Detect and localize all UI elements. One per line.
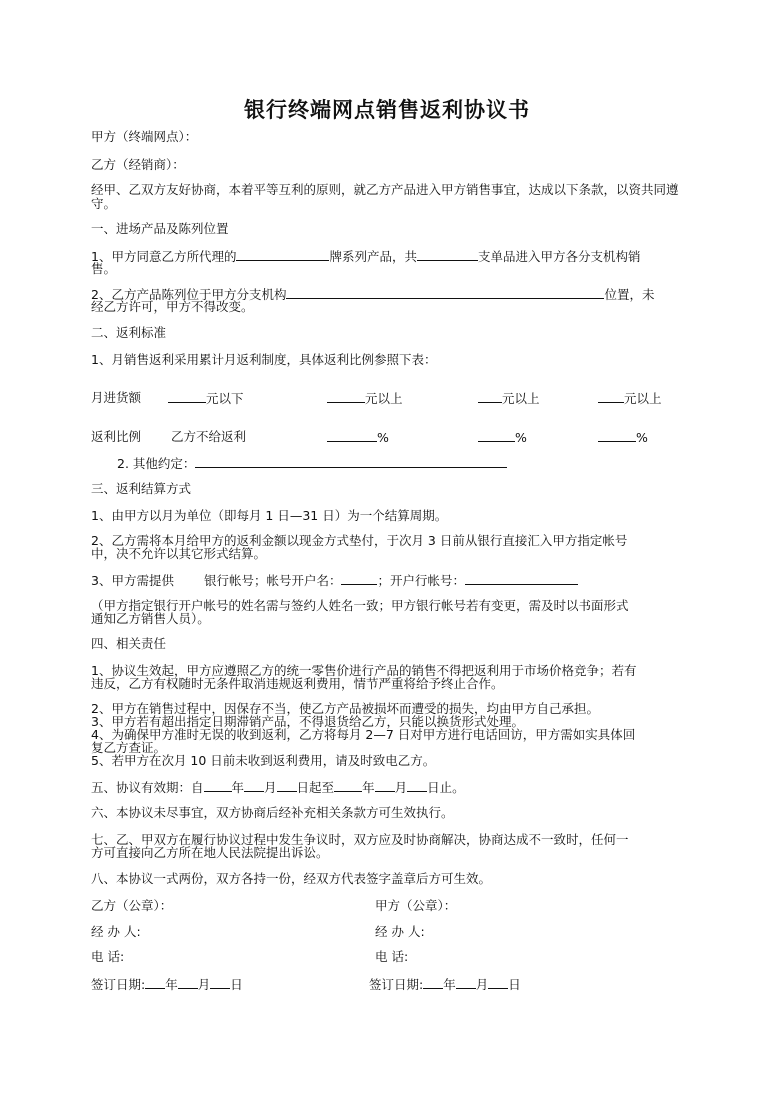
blank-line bbox=[327, 430, 377, 442]
item-text: 日 bbox=[230, 977, 243, 992]
tier-2-ratio bbox=[327, 430, 389, 445]
blank-line bbox=[598, 391, 624, 403]
item-text: 位置，未 bbox=[604, 287, 655, 302]
item-text: 年 bbox=[443, 977, 456, 992]
percent-sign: % bbox=[377, 430, 389, 445]
section-3-item-2-cont: 中，决不允许以其它形式结算。 bbox=[91, 546, 267, 561]
blank-line bbox=[478, 391, 502, 403]
blank-line bbox=[456, 977, 476, 989]
section-4-item-1: 1、协议生效起，甲方应遵照乙方的统一零售价进行产品的销售不得把返利用于市场价格竞争；若有 bbox=[91, 663, 637, 678]
section-3-item-3 bbox=[91, 573, 578, 588]
item-text: 月 bbox=[475, 977, 489, 992]
party-b-seal: 乙方（公章）： bbox=[91, 898, 173, 913]
party-b-line: 乙方（经销商）： bbox=[91, 157, 185, 172]
blank-line bbox=[168, 391, 206, 403]
item-text: 日 bbox=[508, 977, 521, 992]
item-text: 日止。 bbox=[427, 780, 465, 795]
item-text: 银行帐号；帐号开户名： bbox=[203, 573, 342, 588]
section-4-item-4: 4、为确保甲方准时无误的收到返利，乙方将每月 2—7 日对甲方进行电话回访，甲方需如实具体回 bbox=[91, 727, 636, 742]
item-text: 3、甲方需提供 bbox=[91, 573, 174, 588]
section-4-item-5: 5、若甲方在次月 10 日前未收到返利费用，请及时致电乙方。 bbox=[91, 753, 436, 768]
section-1-item-1-cont: 售。 bbox=[91, 261, 117, 276]
section-6: 六、本协议未尽事宜，双方协商后经补充相关条款方可生效执行。 bbox=[91, 805, 454, 820]
item-text: 年 bbox=[362, 780, 375, 795]
blank-line bbox=[178, 977, 198, 989]
blank-line bbox=[244, 780, 264, 792]
section-2-heading: 二、返利标准 bbox=[91, 325, 167, 340]
document-title: 银行终端网点销售返利协议书 bbox=[244, 97, 530, 122]
section-3-item-1: 1、由甲方以月为单位（即每月 1 日—31 日）为一个结算周期。 bbox=[91, 508, 448, 523]
item-text: ；开户行帐号： bbox=[377, 573, 465, 588]
blank-line bbox=[334, 780, 362, 792]
section-3-heading: 三、返利结算方式 bbox=[91, 481, 192, 496]
tier-3-ratio bbox=[478, 430, 527, 445]
party-a-phone: 电 话: bbox=[375, 949, 409, 964]
percent-sign: % bbox=[636, 430, 648, 445]
tier-text: 元以上 bbox=[624, 391, 662, 406]
item-text: 2、乙方产品陈列位于甲方分支机构 bbox=[91, 287, 287, 302]
party-a-agent: 经 办 人: bbox=[375, 924, 425, 939]
item-text: 1、甲方同意乙方所代理的 bbox=[91, 249, 237, 264]
tier-text: 元以下 bbox=[206, 391, 244, 406]
blank-line bbox=[195, 456, 507, 468]
party-b-sign-date bbox=[91, 977, 243, 992]
tier-3-amount bbox=[478, 391, 540, 406]
section-5-validity bbox=[91, 780, 465, 795]
blank-line bbox=[145, 977, 165, 989]
section-7: 七、乙、甲双方在履行协议过程中发生争议时，双方应及时协商解决，协商达成不一致时，任何一 bbox=[91, 832, 629, 847]
blank-line bbox=[286, 287, 604, 299]
tier-2-amount bbox=[327, 391, 403, 406]
item-text: 签订日期: bbox=[91, 977, 146, 992]
tier-text: 元以上 bbox=[365, 391, 403, 406]
party-a-sign-date bbox=[369, 977, 521, 992]
item-text: 日起至 bbox=[296, 780, 335, 795]
section-2-item-1: 1、月销售返利采用累计月返利制度，具体返利比例参照下表： bbox=[91, 352, 437, 367]
party-b-phone: 电 话: bbox=[91, 949, 125, 964]
section-1-item-2-cont: 经乙方许可，甲方不得改变。 bbox=[91, 299, 254, 314]
rebate-ratio-label: 返利比例 bbox=[91, 429, 142, 444]
intro-paragraph: 经甲、乙双方友好协商，本着平等互利的原则，就乙方产品进入甲方销售事宜，达成以下条款，以资共同遵守。 bbox=[91, 182, 679, 211]
item-text: 月 bbox=[264, 780, 277, 795]
blank-line bbox=[277, 780, 297, 792]
blank-line bbox=[407, 780, 427, 792]
section-4-item-2: 2、甲方在销售过程中，因保存不当，使乙方产品被损坏而遭受的损失，均由甲方自己承担。 bbox=[91, 701, 599, 716]
blank-line bbox=[204, 780, 232, 792]
blank-line bbox=[236, 249, 329, 261]
item-text: 签订日期: bbox=[369, 977, 424, 992]
item-text: 五、协议有效期：自 bbox=[91, 780, 204, 795]
item-text: 月 bbox=[394, 780, 408, 795]
section-1-item-1 bbox=[91, 249, 641, 264]
tier-1-amount bbox=[168, 391, 244, 406]
section-4-heading: 四、相关责任 bbox=[91, 636, 167, 651]
blank-line bbox=[478, 430, 515, 442]
section-8: 八、本协议一式两份，双方各持一份，经双方代表签字盖章后方可生效。 bbox=[91, 871, 492, 886]
tier-text: 元以上 bbox=[502, 391, 540, 406]
section-7-cont: 方可直接向乙方所在地人民法院提出诉讼。 bbox=[91, 845, 329, 860]
blank-line bbox=[327, 391, 365, 403]
monthly-purchase-label: 月进货额 bbox=[91, 390, 142, 405]
section-3-note-cont: 通知乙方销售人员）。 bbox=[91, 611, 210, 626]
section-4-item-3: 3、甲方若有超出指定日期滞销产品，不得退货给乙方，只能以换货形式处理。 bbox=[91, 714, 524, 729]
section-4-item-4-cont: 复乙方查证。 bbox=[91, 740, 167, 755]
item-text: 2. 其他约定： bbox=[117, 456, 196, 471]
blank-line bbox=[488, 977, 508, 989]
blank-line bbox=[417, 249, 478, 261]
party-a-seal: 甲方（公章）： bbox=[375, 898, 457, 913]
section-1-heading: 一、进场产品及陈列位置 bbox=[91, 221, 229, 236]
percent-sign: % bbox=[515, 430, 527, 445]
blank-line bbox=[375, 780, 395, 792]
blank-line bbox=[341, 573, 377, 585]
blank-line bbox=[465, 573, 578, 585]
blank-line bbox=[210, 977, 230, 989]
blank-line bbox=[423, 977, 443, 989]
item-text: 月 bbox=[197, 977, 211, 992]
party-b-agent: 经 办 人: bbox=[91, 924, 141, 939]
tier-4-amount bbox=[598, 391, 662, 406]
party-a-line: 甲方（终端网点）： bbox=[91, 129, 198, 144]
item-text: 牌系列产品，共 bbox=[329, 249, 417, 264]
tier-1-ratio: 乙方不给返利 bbox=[171, 429, 247, 444]
blank-line bbox=[598, 430, 636, 442]
section-3-item-2: 2、乙方需将本月给甲方的返利金额以现金方式垫付，于次月 3 日前从银行直接汇入甲方指定帐号 bbox=[91, 533, 628, 548]
section-4-item-1-cont: 违反，乙方有权随时无条件取消违规返利费用，情节严重将给予终止合作。 bbox=[91, 676, 504, 691]
item-text: 年 bbox=[165, 977, 178, 992]
item-text: 年 bbox=[231, 780, 245, 795]
section-3-note: （甲方指定银行开户帐号的姓名需与签约人姓名一致；甲方银行帐号若有变更，需及时以书面形式 bbox=[91, 598, 629, 613]
item-text: 支单品进入甲方各分支机构销 bbox=[477, 249, 641, 264]
tier-4-ratio bbox=[598, 430, 648, 445]
other-agreement bbox=[117, 456, 507, 471]
